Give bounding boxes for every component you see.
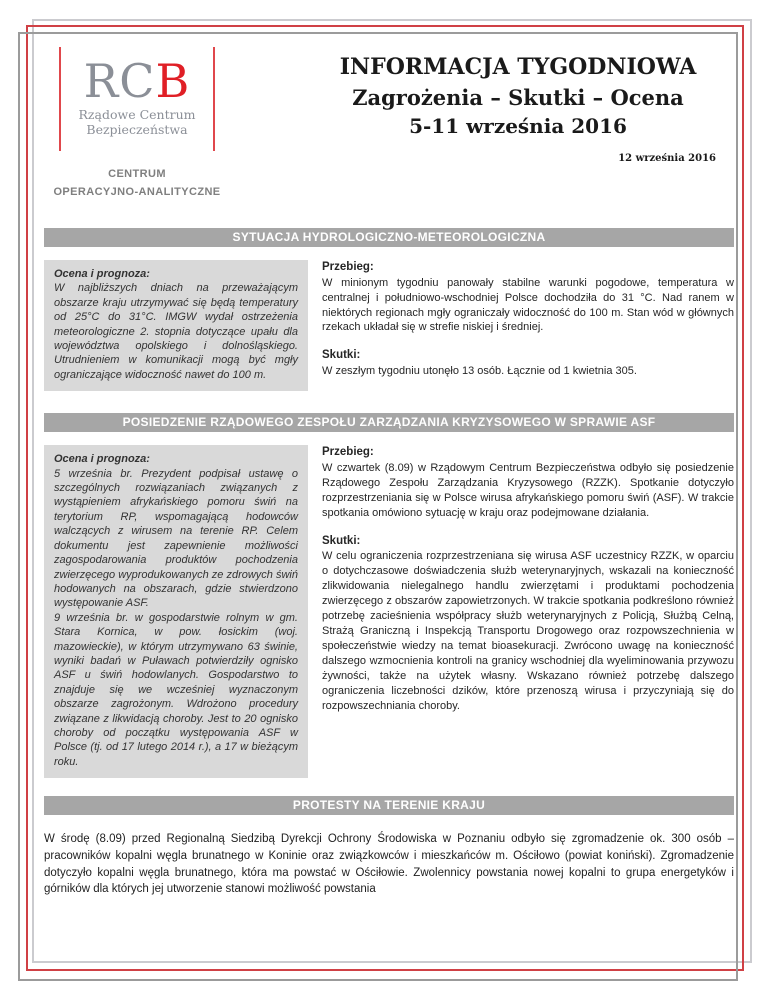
publication-date: 12 września 2016	[618, 152, 716, 164]
assessment-box-text-p2: 9 września br. w gospodarstwie rolnym w gm. Stara Kornica, w pow. łosickim (woj. mazowieckie), w którym utrzymywano 63 świnie, wyniki badań w Puławach potwierdziły ognisko ASF u świń hodowlanych. Gospodarstwo to znajduje się we wcześniej wyznaczonym obszarze zagrożonym. Wdrożono procedury związane z likwidacją choroby. Jest to 20 ognisko choroby od początku występowania ASF w Polsce (tj. od 17 lutego 2014 r.), a 17 w bieżącym roku.	[54, 611, 298, 768]
centre-name	[36, 166, 238, 201]
logo-acronym-red: B	[155, 54, 191, 108]
main-column-asf	[322, 445, 734, 714]
logo-subtitle-line1: Rządowe Centrum	[78, 107, 196, 122]
content-area	[44, 228, 734, 898]
main-column-hydro	[322, 260, 734, 379]
assessment-box-hydro	[44, 260, 308, 391]
rcb-logo	[57, 44, 217, 137]
logo-subtitle-line2: Bezpieczeństwa	[86, 122, 188, 137]
assessment-box-asf	[44, 445, 308, 778]
section-header-rzzk-asf: POSIEDZENIE RZĄDOWEGO ZESPOŁU ZARZĄDZANIA KRYZYSOWEGO W SPRAWIE ASF	[44, 413, 734, 432]
assessment-box-title: Ocena i prognoza:	[54, 453, 150, 466]
page-title: INFORMACJA TYGODNIOWA	[339, 54, 697, 80]
title-block	[318, 54, 718, 164]
logo-subtitle	[57, 107, 217, 137]
section-hydro-meteo	[44, 260, 734, 391]
protesty-text: W środę (8.09) przed Regionalną Siedzibą Dyrekcji Ochrony Środowiska w Poznaniu odbyło się zgromadzenie ok. 300 osób – pracowników kopalni węgla brunatnego w Koninie oraz związkowców i mieszkańców m. Ościłowo (powiat koniński). Zgromadzenie dotyczyło kopalni węgla brunatnego, która ma powstać w Ościłowie. Zwolennicy powstania nowej kopalni to grupa energetyków i górników dla których jej utworzenie stanowi możliwość powstania	[44, 833, 734, 896]
assessment-box-text: W najbliższych dniach na przeważającym obszarze kraju utrzymywać się będą temperatury od 25°C do 31°C. IMGW wydał ostrzeżenia meteorologiczne 2. stopnia dotyczące upału dla województwa opolskiego i dolnośląskiego. Utrudnieniem w komunikacji mogą być mgły ograniczające widoczność nawet do 100 m.	[54, 282, 298, 381]
centre-name-line2: OPERACYJNO-ANALITYCZNE	[53, 185, 221, 198]
section-rzzk-asf	[44, 445, 734, 778]
logo-acronym-gray: RC	[83, 54, 156, 108]
skutki-text: W celu ograniczenia rozprzestrzeniana się wirusa ASF uczestnicy RZZK, w oparciu o dotychczasowe doświadczenia służb weterynaryjnych, wskazali na konieczność zlikwidowania nielegalnego handlu zwierzętami i produktami pochodzenia zwierzęcego z obszarów zapowietrzonych. W trakcie spotkania podkreślono również potrzebę zacieśnienia współpracy służb weterynaryjnych z Policją, Służbą Celną, Strażą Graniczną i Inspekcją Transportu Drogowego oraz rozpowszechnienia w społeczeństwie wiedzy na temat bioasekuracji. Zwrócono uwagę na konieczność dalszego wzmocnienia kontroli na granicy wschodniej dla wyeliminowania przywozu żywności, także na użytek własny. Wskazano również potrzebę dalszego ograniczenia liczebności dzików, które przenoszą wirusa i przyczyniają się do rozpowszechniania choroby.	[322, 550, 734, 712]
assessment-box-text-p1: 5 września br. Prezydent podpisał ustawę o szczególnych rozwiązaniach związanych z wystąpieniem afrykańskiego pomoru świń na terytorium RP, wspomagającą hodowców walczących z wirusem na terenie RP. Celem dokumentu jest zapewnienie możliwości zagospodarowania produktów pochodzenia zwierzęcego wyprodukowanych ze zdrowych świń hodowanych na obszarach, gdzie stwierdzono występowanie ASF.	[54, 467, 298, 610]
section-header-protesty: PROTESTY NA TERENIE KRAJU	[44, 796, 734, 815]
report-period: 5-11 września 2016	[409, 113, 627, 138]
przebieg-label: Przebieg:	[322, 261, 374, 273]
section-header-hydro-meteo: SYTUACJA HYDROLOGICZNO-METEOROLOGICZNA	[44, 228, 734, 247]
logo-acronym	[57, 54, 217, 108]
centre-name-line1: CENTRUM	[108, 168, 166, 180]
skutki-text: W zeszłym tygodniu utonęło 13 osób. Łącznie od 1 kwietnia 305.	[322, 365, 637, 378]
logo-right-bar	[213, 47, 215, 151]
logo-left-bar	[59, 47, 61, 151]
przebieg-label: Przebieg:	[322, 446, 374, 459]
przebieg-text: W minionym tygodniu panowały stabilne warunki pogodowe, temperatura w centralnej i południowo-wschodniej Polsce dochodziła do 31 °C. Nad ranem w niektórych regionach mgły ograniczały widoczność do 100 m. Stan wód w głównych rzekach układał się w strefie niskiej i średniej.	[322, 276, 734, 334]
przebieg-text: W czwartek (8.09) w Rządowym Centrum Bezpieczeństwa odbyło się posiedzenie Rządowego Zespołu Zarządzania Kryzysowego (RZZK). Spotkanie dotyczyło rozprzestrzeniania się w Polsce wirusa afrykańskiego pomoru świń (ASF). W trakcie spotkania omówiono sytuację w kraju oraz podejmowane działania.	[322, 461, 734, 519]
assessment-box-title: Ocena i prognoza:	[54, 268, 150, 280]
page-subtitle: Zagrożenia – Skutki – Ocena	[352, 84, 684, 110]
skutki-label: Skutki:	[322, 349, 361, 362]
skutki-label: Skutki:	[322, 534, 361, 547]
